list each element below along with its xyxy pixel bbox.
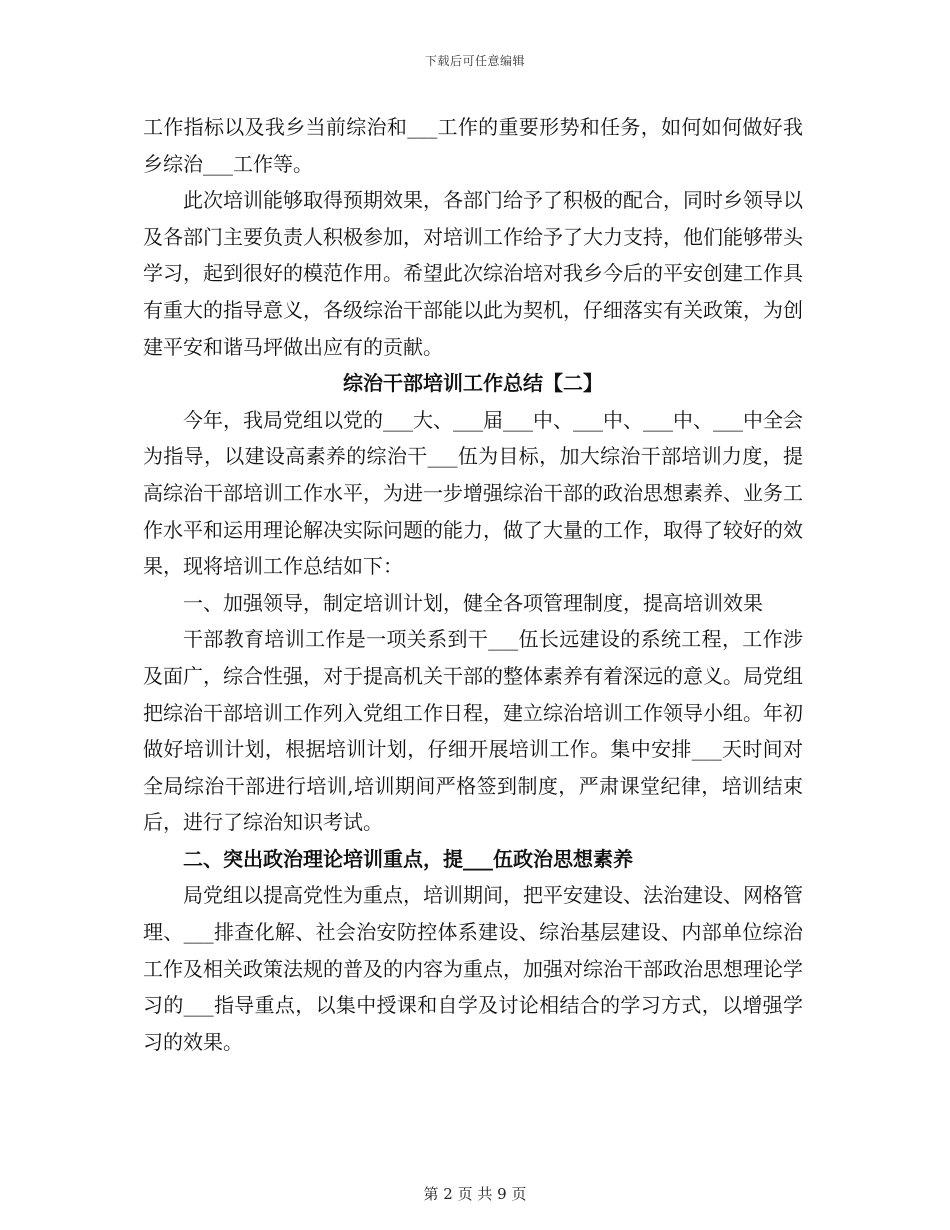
paragraph-5: 干部教育培训工作是一项关系到干___伍长远建设的系统工程，工作涉及面广，综合性强，对于提高机关干部的整体素养有着深远的意义。局党组把综治干部培训工作列入党组工作日程，建立综治培训工作领导小组。年初做好培训计划，根据培训计划，仔细开展培训工作。集中安排___天时间对全局综治干部进行培训,培训期间严格签到制度，严肃课堂纪律，培训结束后，进行了综治知识考试。	[143, 627, 803, 835]
page-header: 下载后可任意编辑	[424, 54, 525, 68]
paragraph-2: 此次培训能够取得预期效果，各部门给予了积极的配合，同时乡领导以及各部门主要负责人积极参加，对培训工作给予了大力支持，他们能够带头学习，起到很好的模范作用。希望此次综治培对我乡今后的平安创建工作具有重大的指导意义，各级综治干部能以此为契机，仔细落实有关政策，为创建平安和谐马坪做出应有的贡献。	[143, 188, 803, 359]
paragraph-3: 今年，我局党组以党的___大、___届___中、___中、___中、___中全会为指导，以建设高素养的综治干___伍为目标，加大综治干部培训力度，提高综治干部培训工作水平，为进一步增强综治干部的政治思想素养、业务工作水平和运用理论解决实际问题的能力，做了大量的工作，取得了较好的效果，现将培训工作总结如下：	[143, 407, 803, 579]
document-body	[143, 109, 803, 1060]
paragraph-4: 一、加强领导，制定培训计划，健全各项管理制度，提高培训效果	[183, 590, 763, 615]
paragraph-6: 局党组以提高党性为重点，培训期间，把平安建设、法治建设、网格管理、___排查化解、社会治安防控体系建设、综治基层建设、内部单位综治工作及相关政策法规的普及的内容为重点，加强对综治干部政治思想理论学习的___指导重点，以集中授课和自学及讨论相结合的学习方式，以增强学习的效果。	[143, 883, 803, 1054]
page-footer: 第 2 页 共 9 页	[423, 1185, 527, 1203]
section-title: 综治干部培训工作总结【二】	[343, 371, 603, 396]
paragraph-1: 工作指标以及我乡当前综治和___工作的重要形势和任务，如何如何做好我乡综治___工作等。	[143, 115, 803, 176]
subheading-2: 二、突出政治理论培训重点，提___伍政治思想素养	[183, 846, 633, 871]
